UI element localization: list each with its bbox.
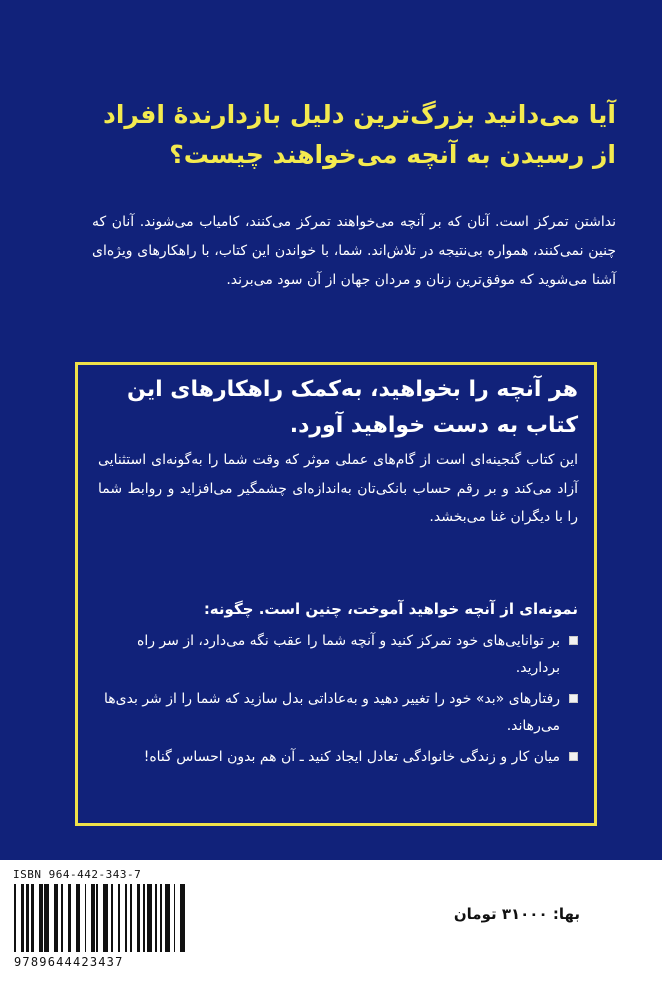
square-bullet-icon	[569, 694, 578, 703]
examples-list	[98, 628, 578, 775]
price-label: بها: ۳۱۰۰۰ تومان	[453, 905, 580, 923]
list-item-text: رفتارهای «بد» خود را تغییر دهید و به‌عاداتی بدل سازید که شما را از شر بدی‌ها می‌رهاند.	[104, 691, 560, 734]
square-bullet-icon	[569, 752, 578, 761]
barcode-bar	[185, 884, 188, 952]
square-bullet-icon	[569, 636, 578, 645]
list-item-text: بر توانایی‌های خود تمرکز کنید و آنچه شما را عقب نگه می‌دارد، از سر راه بردارید.	[136, 633, 560, 676]
panel-title-line-1: هر آنچه را بخواهید، به‌کمک راهکارهای این	[127, 377, 578, 402]
barcode-bars	[14, 884, 189, 952]
headline-line-2: از رسیدن به آنچه می‌خواهند چیست؟	[169, 140, 616, 169]
panel-paragraph: این کتاب گنجینه‌ای است از گام‌های عملی موثر که وقت شما را به‌گونه‌ای استثنایی آزاد می‌کند و بر رقم حساب بانکی‌تان به‌اندازه‌ای چشمگیر می‌افزاید و روابط شما را با دیگران غنا می‌بخشد.	[98, 452, 578, 525]
barcode-digits: 9789644423437	[14, 955, 124, 969]
list-item	[98, 744, 578, 771]
headline	[60, 95, 616, 175]
list-item	[98, 628, 578, 682]
list-item-text: میان کار و زندگی خانوادگی تعادل ایجاد کنید ـ آن هم بدون احساس گناه!	[143, 749, 560, 765]
isbn-label: ISBN 964-442-343-7	[13, 868, 142, 881]
panel-title-line-2: کتاب به دست خواهید آورد.	[289, 413, 578, 438]
intro-paragraph: نداشتن تمرکز است. آنان که بر آنچه می‌خواهند تمرکز می‌کنند، کامیاب می‌شوند. آنان که چنین نمی‌کنند، همواره بی‌نتیجه در تلاش‌اند. شما، با خواندن این کتاب، با راهکارهای ویژه‌ای آشنا می‌شوید که موفق‌ترین زنان و مردان جهان از آن سود می‌برند.	[92, 214, 616, 288]
panel-title	[98, 372, 578, 444]
list-item	[98, 686, 578, 740]
headline-line-1: آیا می‌دانید بزرگ‌ترین دلیل بازدارندهٔ افراد	[103, 100, 616, 129]
examples-heading: نمونه‌ای از آنچه خواهید آموخت، چنین است. چگونه:	[203, 600, 578, 618]
